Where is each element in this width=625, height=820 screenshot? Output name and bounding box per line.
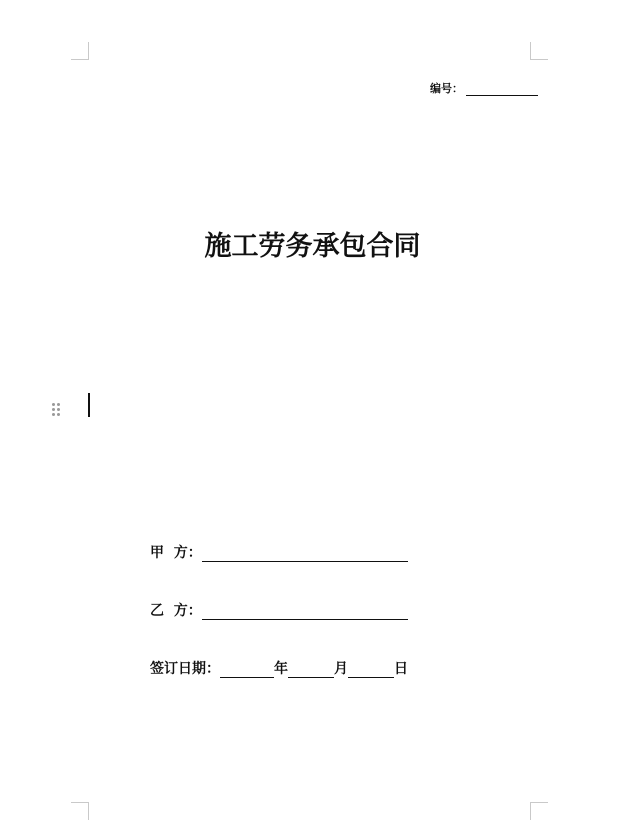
party-b-blank[interactable] (202, 605, 408, 620)
sign-day-label: 日 (394, 661, 408, 677)
page-corner-bottom-left (71, 802, 89, 820)
party-a-field (150, 542, 408, 562)
sign-year-blank[interactable] (220, 663, 274, 678)
party-b-field (150, 600, 408, 620)
document-number-label: 编号： (430, 82, 463, 95)
party-a-label: 甲 方 (150, 545, 188, 561)
document-number-blank[interactable] (466, 83, 538, 96)
page-corner-top-left (71, 42, 89, 60)
party-a-colon: ： (187, 545, 202, 561)
sign-date-label: 签订日期： (150, 661, 220, 677)
drag-handle-icon[interactable] (52, 403, 62, 419)
sign-month-blank[interactable] (288, 663, 334, 678)
sign-month-label: 月 (334, 661, 348, 677)
sign-day-blank[interactable] (348, 663, 394, 678)
page-corner-top-right (530, 42, 548, 60)
sign-year-label: 年 (274, 661, 288, 677)
page-title: 施工劳务承包合同 (204, 231, 421, 262)
text-cursor (88, 393, 90, 417)
party-a-blank[interactable] (202, 547, 408, 562)
party-b-label: 乙 方 (150, 603, 188, 619)
sign-date-field (150, 658, 408, 678)
party-b-colon: ： (187, 603, 202, 619)
document-number (430, 80, 538, 96)
page-corner-bottom-right (530, 802, 548, 820)
